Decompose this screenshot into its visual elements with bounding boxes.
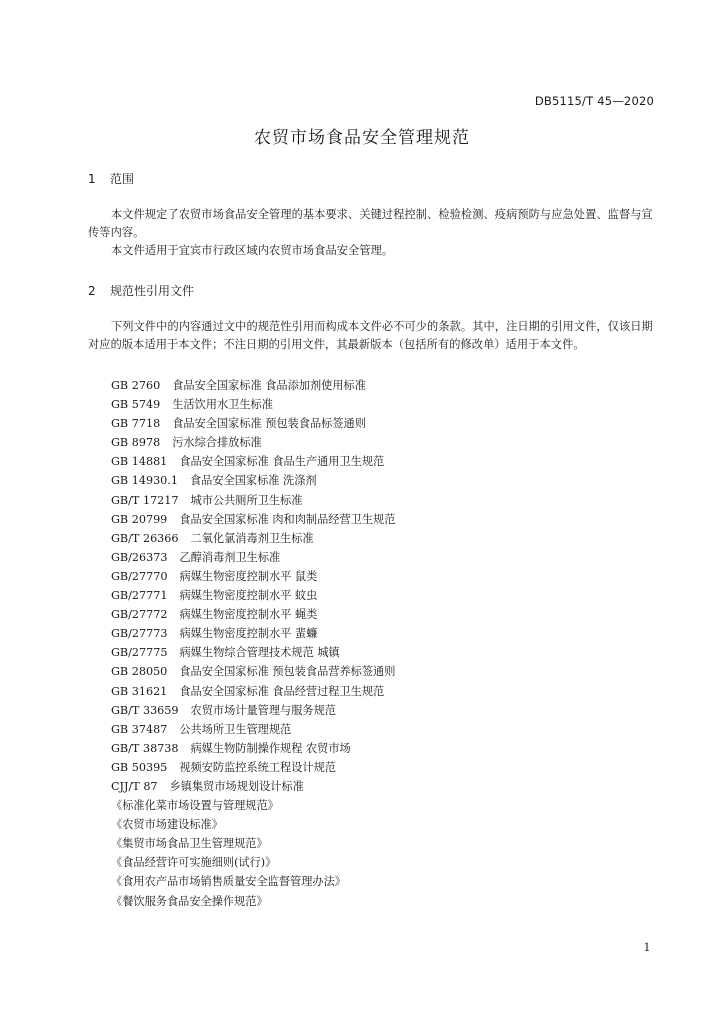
document-title: 农贸市场食品安全管理规范: [254, 128, 470, 148]
reference-item: [111, 395, 395, 414]
section-2-title: 规范性引用文件: [110, 284, 195, 298]
reference-item: [111, 567, 395, 586]
page-number: 1: [643, 941, 651, 954]
reference-code: GB 14881: [111, 455, 168, 469]
reference-title: 食品安全国家标准 食品添加剂使用标准: [172, 379, 366, 392]
reference-title: 城市公共厕所卫生标准: [190, 493, 303, 507]
reference-code: GB 28050: [111, 665, 168, 679]
reference-title: 食品安全国家标准 肉和肉制品经营卫生规范: [179, 512, 396, 526]
reference-title: 病媒生物密度控制水平 蝇类: [179, 608, 318, 622]
reference-item: [111, 548, 395, 567]
reference-title: 病媒生物密度控制水平 蜚蠊: [179, 627, 318, 641]
document-code: DB5115/T 45—2020: [534, 94, 654, 108]
reference-title: 病媒生物综合管理技术规范 城镇: [179, 646, 340, 660]
section-1-heading: [88, 170, 134, 187]
reference-title: 《食品经营许可实施细则(试行)》: [111, 856, 277, 870]
reference-code: GB 31621: [111, 684, 168, 698]
reference-item: [111, 529, 395, 548]
reference-item: [111, 872, 395, 891]
reference-title: 病媒生物密度控制水平 蚊虫: [179, 589, 318, 603]
reference-item: [111, 491, 395, 510]
reference-title: 视频安防监控系统工程设计规范: [179, 760, 336, 774]
reference-title: 食品安全国家标准 洗涤剂: [189, 474, 317, 488]
reference-title: 《标准化菜市场设置与管理规范》: [111, 799, 279, 813]
reference-item: [111, 414, 395, 433]
section-2-heading: [88, 282, 194, 299]
reference-item: [111, 624, 395, 643]
reference-item: [111, 682, 395, 701]
reference-code: GB/26373: [111, 550, 168, 564]
reference-title: 食品安全国家标准 食品生产通用卫生规范: [179, 455, 385, 469]
reference-code: GB/T 33659: [111, 703, 179, 717]
reference-title: 病媒生物防制操作规程 农贸市场: [190, 741, 351, 755]
reference-title: 二氧化氯消毒剂卫生标准: [190, 531, 314, 545]
reference-code: GB 50395: [111, 760, 168, 774]
reference-title: 食品安全国家标准 预包装食品营养标签通则: [179, 665, 396, 679]
reference-item: [111, 433, 395, 452]
section-1-number: 1: [88, 172, 96, 186]
section-1-title: 范围: [110, 172, 135, 186]
reference-code: GB/27770: [111, 569, 168, 583]
reference-title: 《食用农产品市场销售质量安全监督管理办法》: [111, 875, 346, 889]
reference-title: 乡镇集贸市场规划设计标准: [169, 779, 304, 793]
reference-title: 乙醇消毒剂卫生标准: [179, 550, 281, 564]
reference-item: [111, 376, 395, 395]
reference-title: 《集贸市场食品卫生管理规范》: [111, 837, 268, 851]
reference-code: GB/T 17217: [111, 493, 179, 507]
reference-item: [111, 471, 395, 490]
reference-item: [111, 510, 395, 529]
reference-title: 《农贸市场建设标准》: [111, 818, 223, 832]
reference-code: GB/27775: [111, 646, 168, 660]
section-2-intro: 下列文件中的内容通过文中的规范性引用而构成本文件必不可少的条款。其中，注日期的引用文件，仅该日期对应的版本适用于本文件；不注日期的引用文件，其最新版本（包括所有的修改单）适用于本文件。: [88, 320, 653, 352]
reference-item: [111, 834, 395, 853]
reference-code: GB 8978: [111, 436, 161, 450]
reference-code: GB/T 38738: [111, 741, 179, 755]
reference-item: [111, 815, 395, 834]
reference-item: [111, 586, 395, 605]
reference-title: 《餐饮服务食品安全操作规范》: [111, 894, 268, 908]
reference-item: [111, 662, 395, 681]
reference-code: GB 20799: [111, 512, 168, 526]
reference-list: [111, 376, 395, 911]
reference-item: [111, 701, 395, 720]
reference-item: [111, 643, 395, 662]
reference-item: [111, 777, 395, 796]
reference-code: GB 2760: [111, 379, 161, 392]
reference-title: 污水综合排放标准: [172, 436, 262, 450]
reference-item: [111, 892, 395, 911]
reference-title: 食品安全国家标准 预包装食品标签通则: [172, 417, 366, 431]
reference-code: GB 37487: [111, 722, 168, 736]
reference-code: GB/27772: [111, 608, 168, 622]
section-2-number: 2: [88, 284, 96, 298]
reference-title: 病媒生物密度控制水平 鼠类: [179, 569, 318, 583]
section-1-paragraph-2: 本文件适用于宜宾市行政区域内农贸市场食品安全管理。: [111, 244, 394, 257]
reference-code: GB/27771: [111, 589, 168, 603]
reference-item: [111, 853, 395, 872]
reference-item: [111, 452, 395, 471]
reference-code: GB 14930.1: [111, 474, 178, 488]
reference-item: [111, 605, 395, 624]
reference-code: CJJ/T 87: [111, 779, 158, 793]
reference-item: [111, 739, 395, 758]
reference-title: 公共场所卫生管理规范: [179, 722, 292, 736]
reference-title: 食品安全国家标准 食品经营过程卫生规范: [179, 684, 385, 698]
reference-title: 生活饮用水卫生标准: [172, 398, 273, 412]
reference-item: [111, 796, 395, 815]
section-1-paragraph-1: 本文件规定了农贸市场食品安全管理的基本要求、关键过程控制、检验检测、疫病预防与应急处置、监督与宣传等内容。: [88, 208, 653, 240]
reference-title: 农贸市场计量管理与服务规范: [190, 703, 336, 717]
reference-item: [111, 720, 395, 739]
reference-item: [111, 758, 395, 777]
reference-code: GB 7718: [111, 417, 161, 431]
reference-code: GB/27773: [111, 627, 168, 641]
reference-code: GB/T 26366: [111, 531, 179, 545]
reference-code: GB 5749: [111, 398, 161, 412]
